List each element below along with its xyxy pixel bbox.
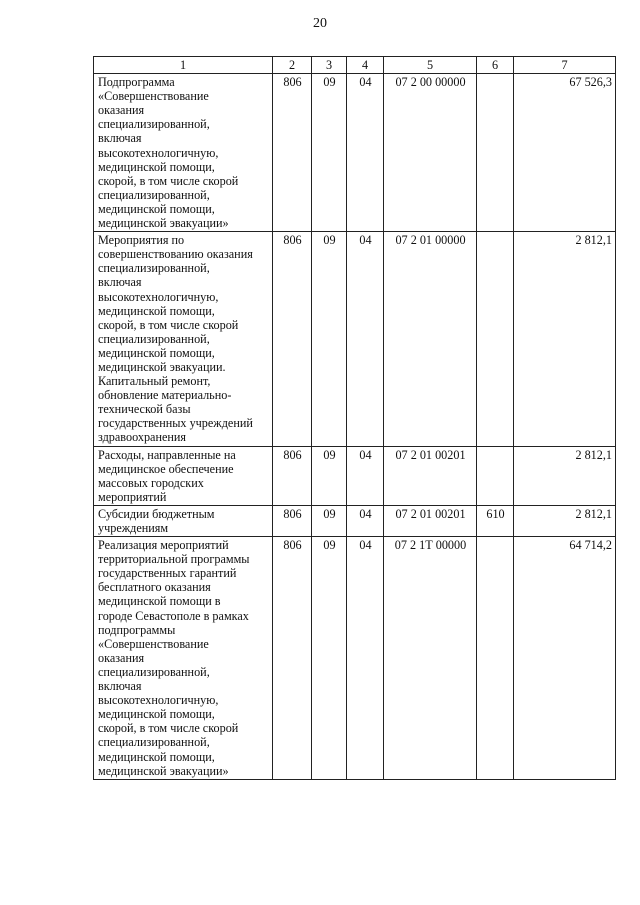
row-name-cell (94, 74, 273, 232)
row-name-line: высокотехнологичную, (98, 289, 219, 304)
row-name-line: здравоохранения (98, 430, 187, 445)
row-name-line: мероприятий (98, 489, 167, 504)
row-name-line: медицинской помощи, (98, 707, 215, 722)
section-code-cell: 09 (312, 232, 347, 446)
row-name-line: государственных учреждений (98, 416, 253, 431)
row-name-line: подпрограммы (98, 622, 176, 637)
table-row (94, 446, 616, 505)
table-row (94, 537, 616, 780)
budget-table (93, 56, 616, 780)
row-name-line: медицинской помощи, (98, 303, 215, 318)
row-name-line: Мероприятия по (98, 233, 185, 248)
section-code-cell: 09 (312, 74, 347, 232)
header-row (94, 57, 616, 74)
subsection-code-cell: 04 (347, 74, 384, 232)
header-col-1: 1 (94, 57, 273, 74)
amount-cell: 64 714,2 (514, 537, 616, 780)
row-name-line: медицинской эвакуации» (98, 216, 229, 231)
row-name-line: включая (98, 131, 142, 146)
section-code-cell: 09 (312, 446, 347, 505)
target-code-cell: 07 2 01 00201 (384, 505, 477, 536)
row-name-line: технической базы (98, 402, 191, 417)
row-name-line: оказания (98, 103, 145, 118)
row-name-cell (94, 232, 273, 446)
subsection-code-cell: 04 (347, 232, 384, 446)
row-name-cell (94, 537, 273, 780)
amount-cell: 2 812,1 (514, 446, 616, 505)
row-name-line: скорой, в том числе скорой (98, 317, 239, 332)
row-name-line: специализированной, (98, 117, 210, 132)
amount-cell: 2 812,1 (514, 505, 616, 536)
target-code-cell: 07 2 1Т 00000 (384, 537, 477, 780)
row-name-line: совершенствованию оказания (98, 247, 253, 262)
target-code-cell: 07 2 01 00201 (384, 446, 477, 505)
subsection-code-cell: 04 (347, 505, 384, 536)
table-row (94, 505, 616, 536)
row-name-cell (94, 505, 273, 536)
header-col-3: 3 (312, 57, 347, 74)
header-col-4: 4 (347, 57, 384, 74)
header-col-2: 2 (273, 57, 312, 74)
subsection-code-cell: 04 (347, 446, 384, 505)
row-name-line: медицинской эвакуации» (98, 763, 229, 778)
ministry-code-cell: 806 (273, 537, 312, 780)
table-row (94, 232, 616, 446)
row-name-line: Реализация мероприятий (98, 538, 229, 553)
row-name-line: массовых городских (98, 475, 204, 490)
table-body (94, 74, 616, 780)
row-name-line: высокотехнологичную, (98, 693, 219, 708)
target-code-cell: 07 2 00 00000 (384, 74, 477, 232)
row-name-line: Субсидии бюджетным (98, 506, 215, 521)
row-name-line: включая (98, 679, 142, 694)
row-name-line: учреждениям (98, 521, 169, 535)
header-col-6: 6 (477, 57, 514, 74)
row-name-line: специализированной, (98, 735, 210, 750)
amount-cell: 2 812,1 (514, 232, 616, 446)
row-name-line: специализированной, (98, 261, 210, 276)
row-name-line: специализированной, (98, 664, 210, 679)
row-name-line: медицинское обеспечение (98, 461, 234, 476)
row-name-line: городе Севастополе в рамках (98, 608, 249, 623)
section-code-cell: 09 (312, 505, 347, 536)
row-name-cell (94, 446, 273, 505)
expense-type-cell (477, 74, 514, 232)
row-name-line: специализированной, (98, 187, 210, 202)
expense-type-cell (477, 537, 514, 780)
header-col-7: 7 (514, 57, 616, 74)
row-name-line: Подпрограмма (98, 75, 175, 90)
row-name-line: Расходы, направленные на (98, 447, 236, 462)
row-name-line: оказания (98, 650, 145, 665)
expense-type-cell: 610 (477, 505, 514, 536)
ministry-code-cell: 806 (273, 446, 312, 505)
row-name-line: скорой, в том числе скорой (98, 721, 239, 736)
table-row (94, 74, 616, 232)
row-name-line: медицинской помощи, (98, 749, 215, 764)
target-code-cell: 07 2 01 00000 (384, 232, 477, 446)
row-name-line: «Совершенствование (98, 89, 209, 104)
row-name-line: скорой, в том числе скорой (98, 173, 239, 188)
row-name-line: высокотехнологичную, (98, 145, 219, 160)
row-name-line: включая (98, 275, 142, 290)
row-name-line: медицинской помощи, (98, 159, 215, 174)
row-name-line: медицинской помощи, (98, 345, 215, 360)
ministry-code-cell: 806 (273, 232, 312, 446)
ministry-code-cell: 806 (273, 505, 312, 536)
section-code-cell: 09 (312, 537, 347, 780)
row-name-line: Капитальный ремонт, (98, 374, 211, 389)
row-name-line: медицинской помощи, (98, 201, 215, 216)
subsection-code-cell: 04 (347, 537, 384, 780)
expense-type-cell (477, 446, 514, 505)
ministry-code-cell: 806 (273, 74, 312, 232)
row-name-line: территориальной программы (98, 552, 250, 567)
header-col-5: 5 (384, 57, 477, 74)
row-name-line: медицинской эвакуации. (98, 359, 226, 374)
page-number: 20 (313, 16, 327, 31)
amount-cell: 67 526,3 (514, 74, 616, 232)
row-name-line: специализированной, (98, 331, 210, 346)
row-name-line: «Совершенствование (98, 636, 209, 651)
row-name-line: государственных гарантий (98, 566, 237, 581)
row-name-line: бесплатного оказания (98, 580, 211, 595)
row-name-line: обновление материально- (98, 388, 232, 403)
expense-type-cell (477, 232, 514, 446)
row-name-line: медицинской помощи в (98, 594, 221, 609)
